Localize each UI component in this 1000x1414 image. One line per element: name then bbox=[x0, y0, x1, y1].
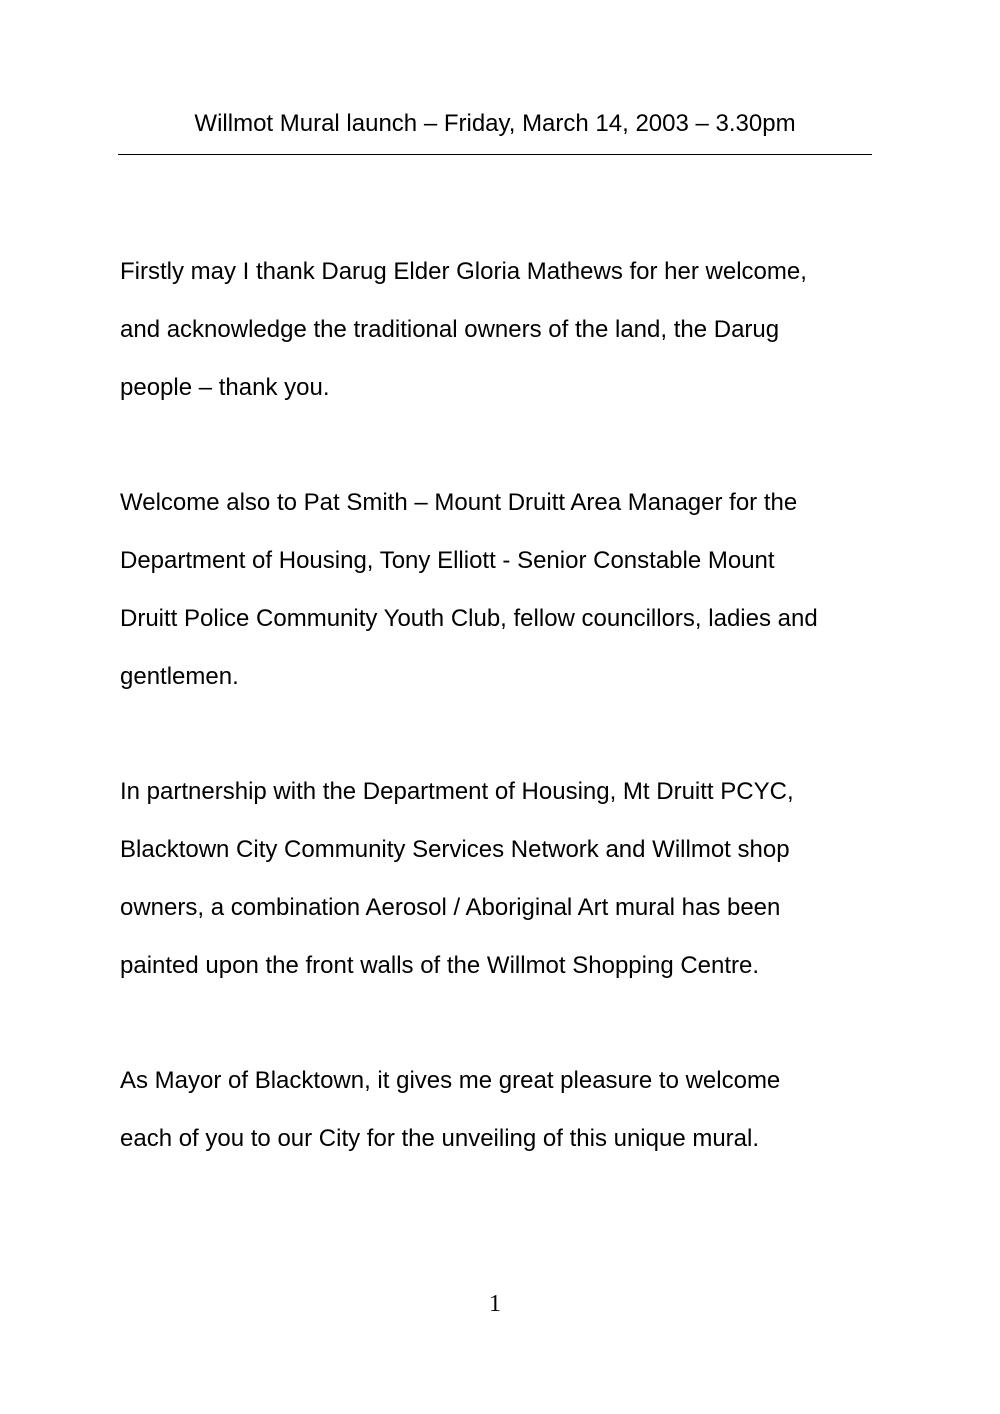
paragraph-line: painted upon the front walls of the Willmot Shopping Centre. bbox=[120, 952, 760, 979]
heading-divider bbox=[118, 154, 872, 155]
paragraph-line: Firstly may I thank Darug Elder Gloria Mathews for her welcome, bbox=[120, 258, 807, 285]
paragraph-welcome bbox=[120, 485, 880, 717]
paragraph-partnership bbox=[120, 774, 880, 1006]
paragraph-line: Druitt Police Community Youth Club, fellow councillors, ladies and bbox=[120, 605, 818, 632]
document-heading: Willmot Mural launch – Friday, March 14, 2003 – 3.30pm bbox=[194, 110, 796, 137]
paragraph-line: Blacktown City Community Services Network and Willmot shop bbox=[120, 836, 790, 863]
page-number: 1 bbox=[489, 1291, 501, 1317]
paragraph-line: Welcome also to Pat Smith – Mount Druitt Area Manager for the bbox=[120, 489, 798, 516]
paragraph-acknowledgement bbox=[120, 254, 880, 428]
paragraph-line: As Mayor of Blacktown, it gives me great pleasure to welcome bbox=[120, 1067, 781, 1094]
paragraph-line: gentlemen. bbox=[120, 663, 239, 690]
paragraph-line: people – thank you. bbox=[120, 374, 330, 401]
paragraph-line: owners, a combination Aerosol / Aboriginal Art mural has been bbox=[120, 894, 781, 921]
paragraph-line: Department of Housing, Tony Elliott - Senior Constable Mount bbox=[120, 547, 775, 574]
paragraph-line: each of you to our City for the unveiling of this unique mural. bbox=[120, 1125, 760, 1152]
paragraph-line: In partnership with the Department of Housing, Mt Druitt PCYC, bbox=[120, 778, 794, 805]
paragraph-line: and acknowledge the traditional owners of the land, the Darug bbox=[120, 316, 780, 343]
paragraph-mayor-welcome bbox=[120, 1063, 880, 1179]
